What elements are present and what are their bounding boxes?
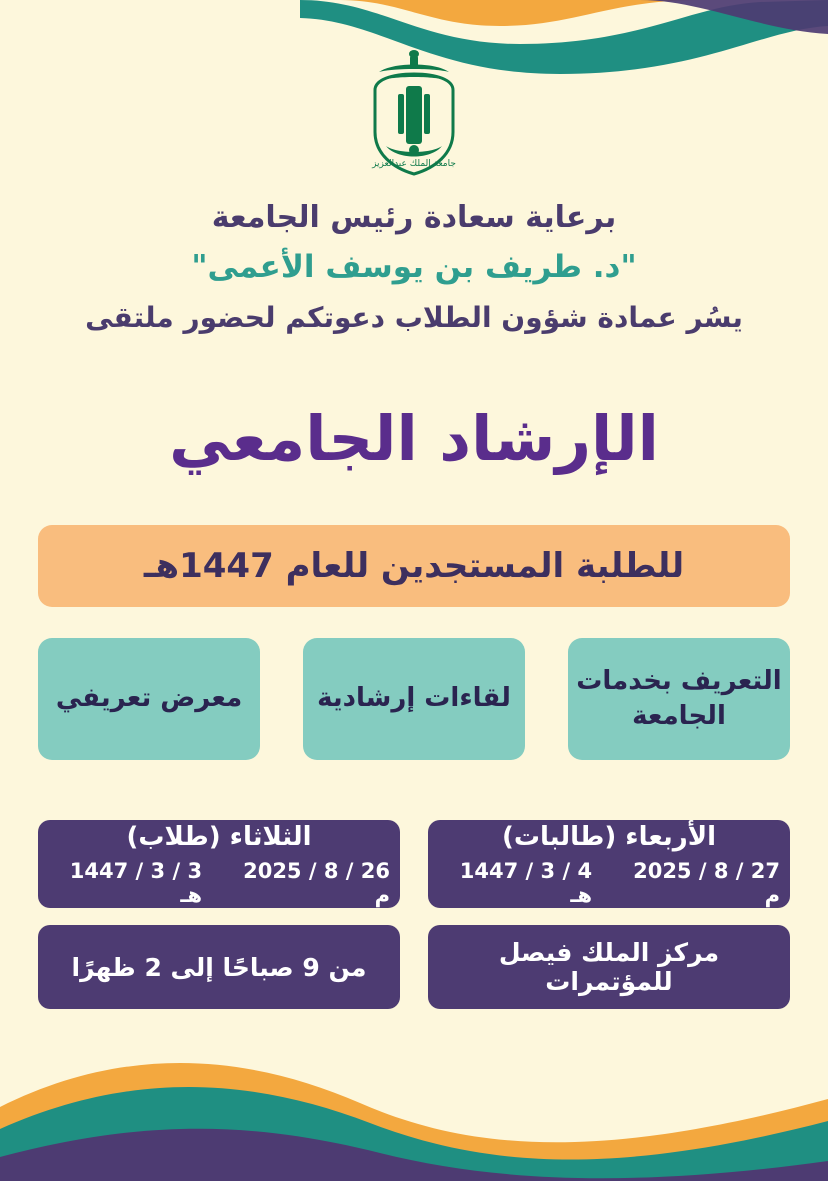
bottom-wave-decoration bbox=[0, 1011, 828, 1181]
day-card-wednesday bbox=[428, 820, 790, 908]
features-row bbox=[38, 638, 790, 760]
day-gregorian-date: 27 / 8 / 2025 م bbox=[633, 859, 780, 908]
day-dates bbox=[48, 859, 390, 907]
day-hijri-date: 4 / 3 / 1447 هـ bbox=[459, 859, 593, 908]
feature-chip-exhibition: معرض تعريفي bbox=[38, 638, 260, 760]
day-gregorian-date: 26 / 8 / 2025 م bbox=[243, 859, 390, 908]
header-block bbox=[0, 198, 828, 337]
invitation-line: يسُر عمادة شؤون الطلاب دعوتكم لحضور ملتقى bbox=[85, 301, 743, 335]
svg-text:جامعة الملك عبدالعزيز: جامعة الملك عبدالعزيز bbox=[372, 159, 456, 169]
day-dates bbox=[438, 859, 780, 907]
subtitle-banner: للطلبة المستجدين للعام 1447هـ bbox=[38, 525, 790, 607]
day-title: الثلاثاء (طلاب) bbox=[126, 821, 312, 852]
info-card-time: من 9 صباحًا إلى 2 ظهرًا bbox=[38, 925, 400, 1009]
day-hijri-date: 3 / 3 / 1447 هـ bbox=[69, 859, 203, 908]
feature-chip-meetings: لقاءات إرشادية bbox=[303, 638, 525, 760]
info-card-venue: مركز الملك فيصل للمؤتمرات bbox=[428, 925, 790, 1009]
day-title: الأربعاء (طالبات) bbox=[501, 821, 717, 852]
day-card-tuesday bbox=[38, 820, 400, 908]
patron-name: "د. طريف بن يوسف الأعمى" bbox=[191, 249, 637, 285]
feature-chip-services: التعريف بخدمات الجامعة bbox=[568, 638, 790, 760]
patronage-line: برعاية سعادة رئيس الجامعة bbox=[211, 200, 617, 235]
info-row bbox=[38, 925, 790, 1009]
days-row bbox=[38, 820, 790, 908]
university-logo-icon bbox=[339, 50, 489, 180]
logo-container bbox=[0, 50, 828, 180]
page-title: الإرشاد الجامعي bbox=[169, 402, 659, 475]
